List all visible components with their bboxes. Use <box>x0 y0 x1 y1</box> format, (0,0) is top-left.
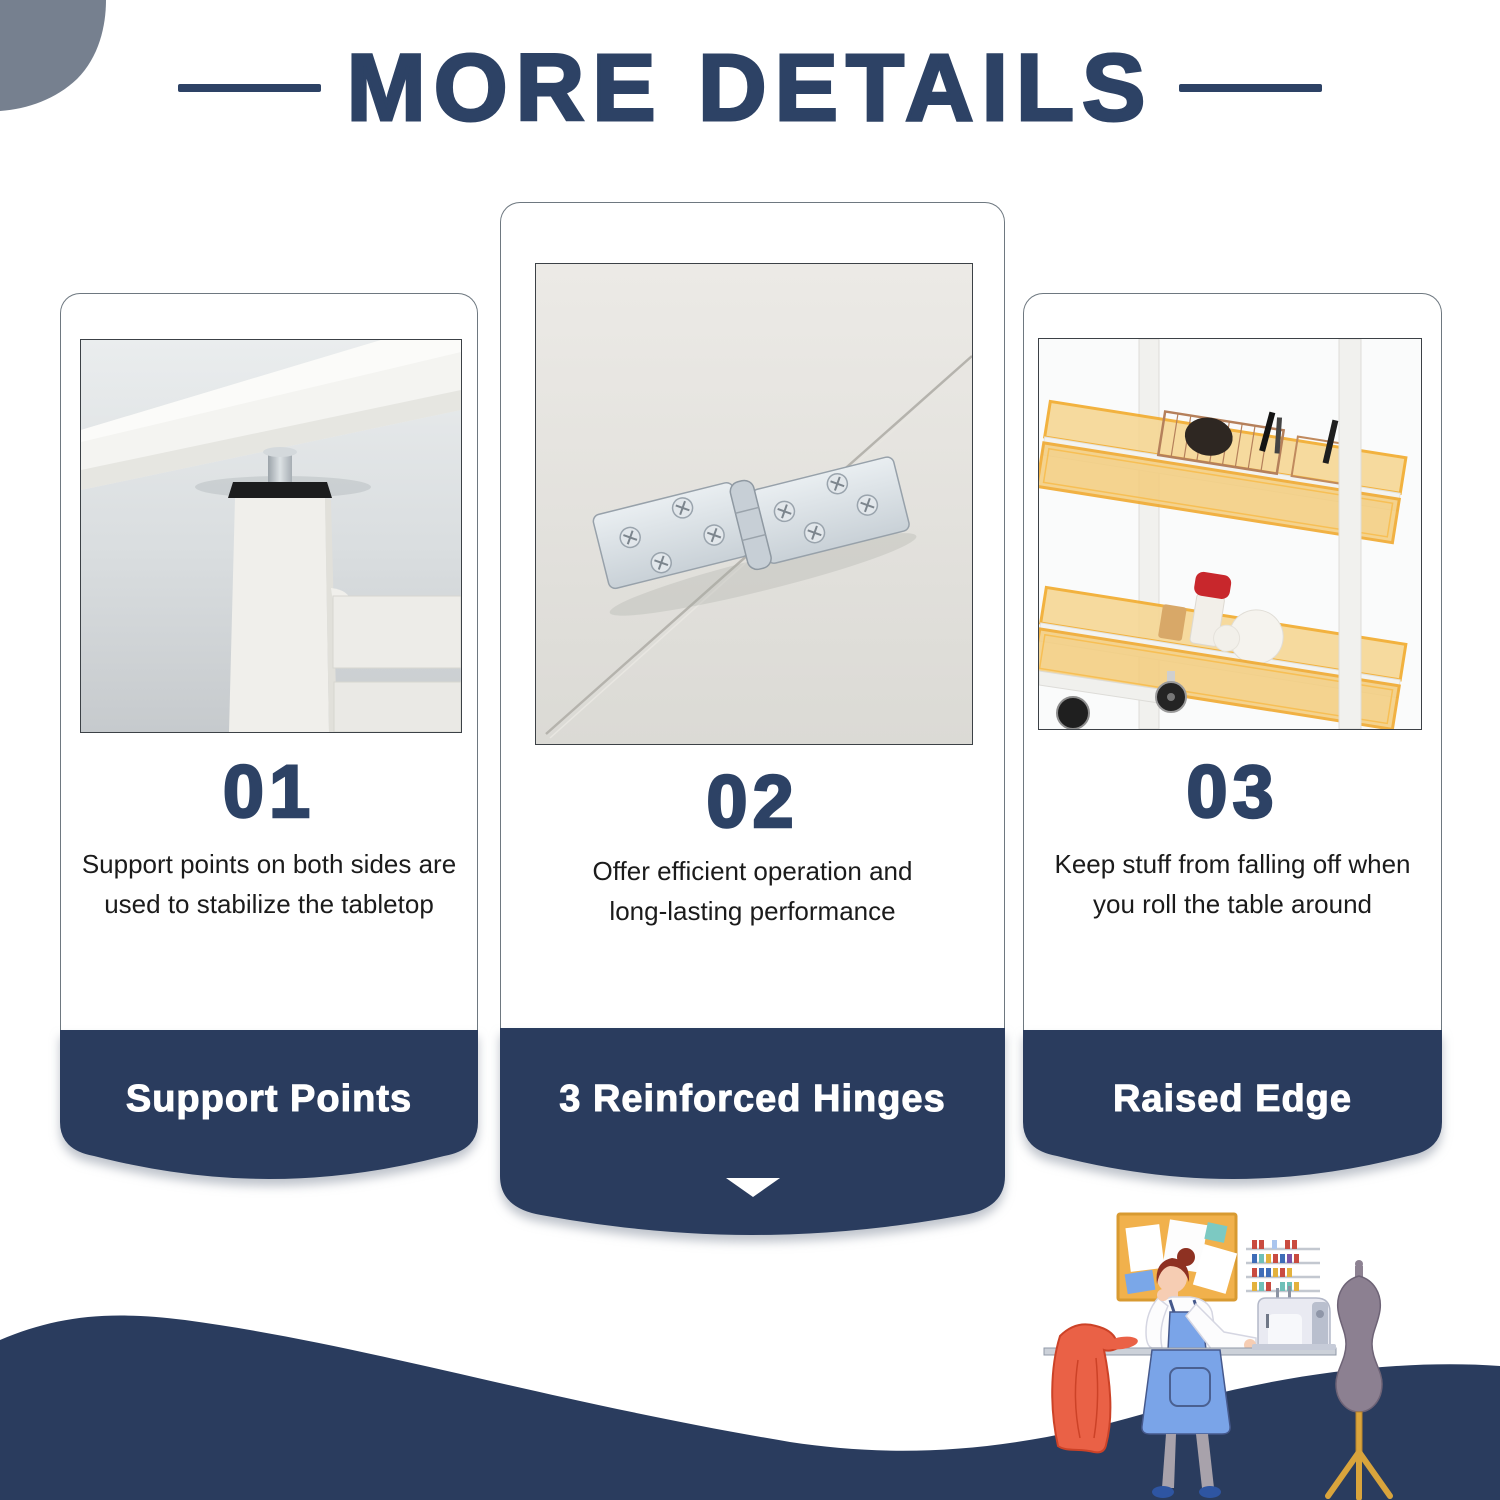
sewing-machine <box>1252 1286 1336 1350</box>
header <box>0 28 1500 148</box>
card-footer-label: Raised Edge <box>1112 1078 1353 1120</box>
card-footer-label: Support Points <box>125 1078 413 1120</box>
table-leg-support-photo <box>80 339 462 733</box>
card-footer <box>60 1030 478 1180</box>
description-line: long-lasting performance <box>609 896 896 926</box>
thread-spool-rack <box>1246 1240 1320 1291</box>
card-description <box>61 844 477 924</box>
description-line: used to stabilize the tabletop <box>104 889 434 919</box>
card-body <box>500 202 1005 1028</box>
feature-card-raised-edge <box>1023 293 1442 1180</box>
card-description <box>1024 844 1441 924</box>
card-description <box>501 851 1004 931</box>
page-title: MORE DETAILS <box>346 34 1154 141</box>
card-footer-label: 3 Reinforced Hinges <box>559 1078 946 1120</box>
card-footer <box>1023 1030 1442 1180</box>
description-line: Keep stuff from falling off when <box>1054 849 1411 879</box>
card-number: 03 <box>1186 750 1279 833</box>
title-dash-left <box>178 84 321 92</box>
description-line: Support points on both sides are <box>81 849 457 879</box>
description-line: you roll the table around <box>1093 889 1372 919</box>
title-dash-right <box>1179 84 1322 92</box>
sewing-workshop-illustration <box>1000 1200 1500 1500</box>
card-body <box>1023 293 1442 1030</box>
reinforced-hinge-photo <box>535 263 973 745</box>
card-number: 02 <box>706 760 799 843</box>
dress-form-mannequin <box>1328 1260 1390 1498</box>
draped-garment <box>1052 1324 1138 1452</box>
feature-card-support-points <box>60 293 478 1180</box>
feature-card-reinforced-hinges <box>500 202 1005 1235</box>
down-arrow-icon <box>726 1178 780 1197</box>
description-line: Offer efficient operation and <box>592 856 913 886</box>
card-number: 01 <box>222 750 316 833</box>
seamstress-lower-body <box>1142 1350 1230 1498</box>
card-body <box>60 293 478 1030</box>
raised-edge-shelf-photo <box>1038 338 1422 730</box>
